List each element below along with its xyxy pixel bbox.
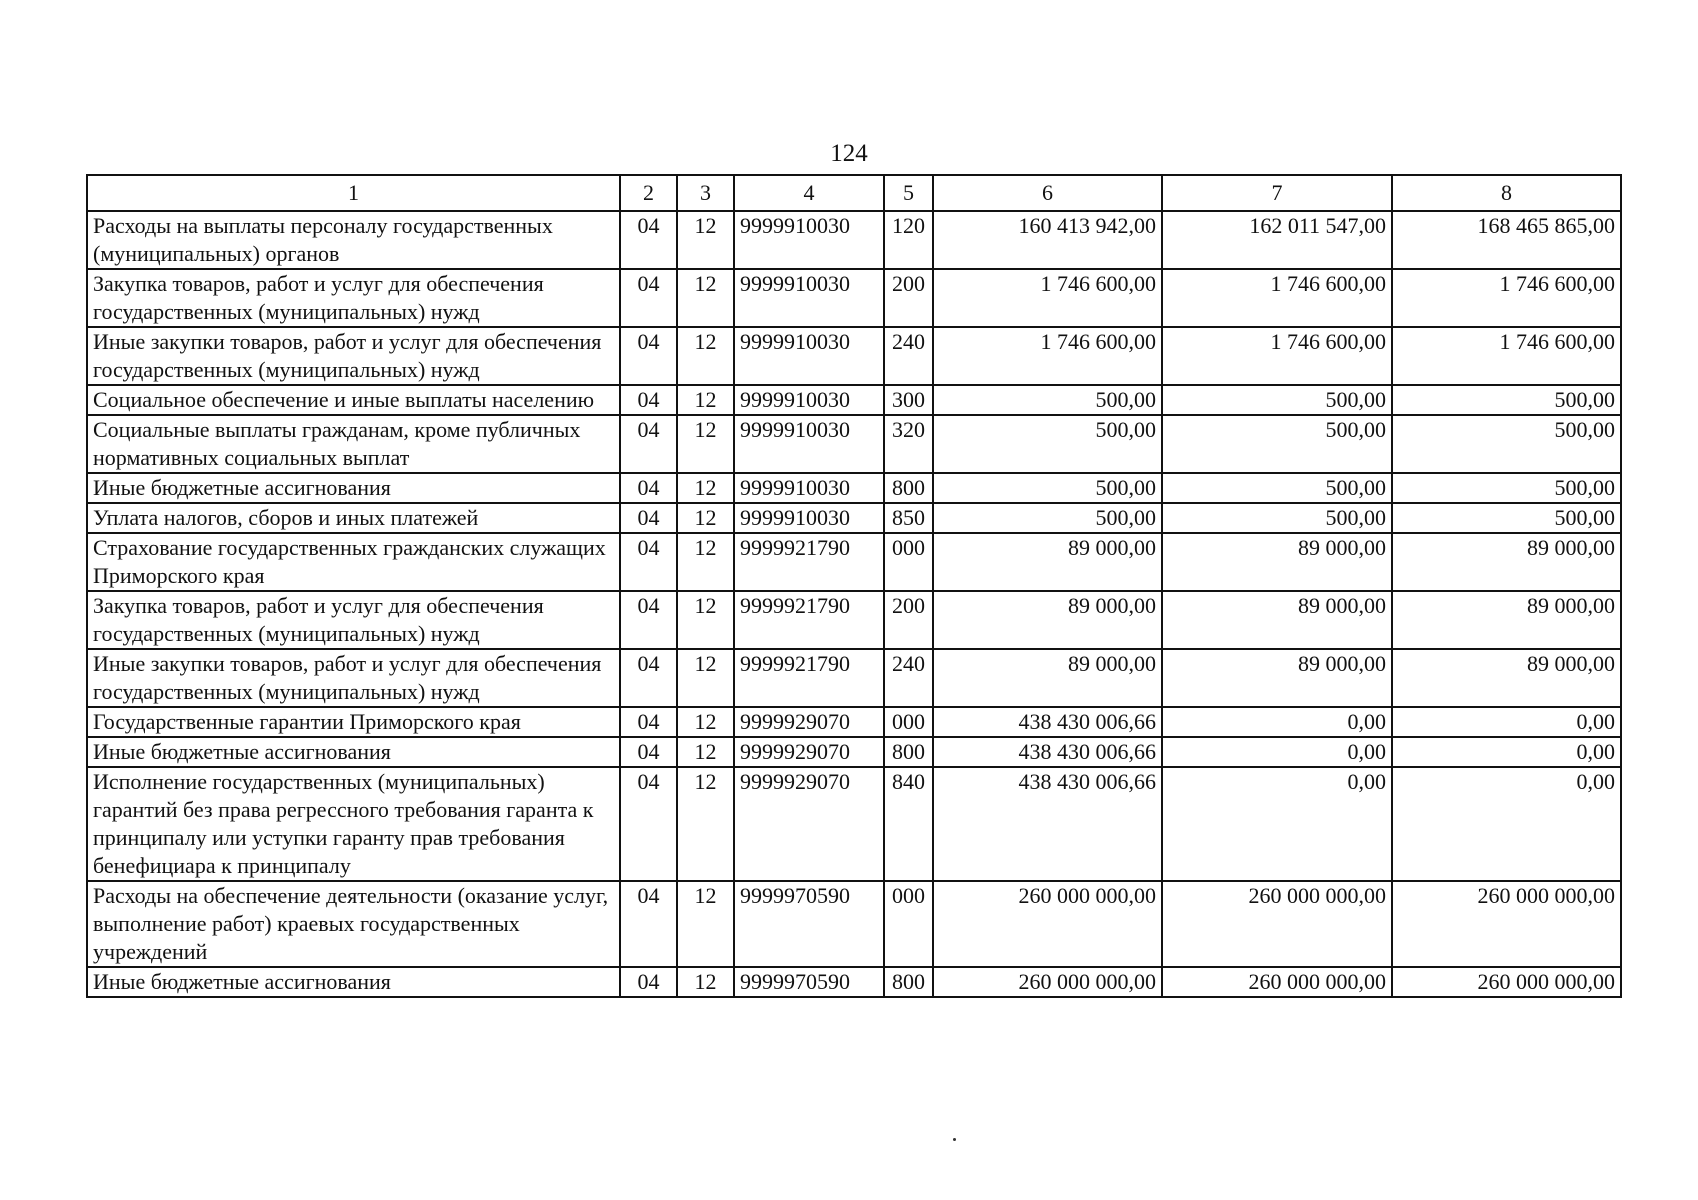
amount-col8-cell: 260 000 000,00 <box>1392 967 1621 997</box>
subsection-code-cell: 12 <box>677 211 734 269</box>
row-name-cell: Иные закупки товаров, работ и услуг для обеспечения государственных (муниципальных) нужд <box>87 327 620 385</box>
target-article-cell: 9999910030 <box>734 327 884 385</box>
row-name-cell: Социальные выплаты гражданам, кроме публичных нормативных социальных выплат <box>87 415 620 473</box>
table-row <box>87 881 1621 967</box>
amount-col7-cell: 500,00 <box>1162 473 1392 503</box>
budget-table-container <box>86 174 1620 998</box>
expense-type-cell: 200 <box>884 591 933 649</box>
amount-col6-cell: 89 000,00 <box>933 649 1162 707</box>
table-row <box>87 211 1621 269</box>
row-name-cell: Исполнение государственных (муниципальных) гарантий без права регрессного требования гаранта к принципалу или уступки гаранту прав требования бенефициара к принципалу <box>87 767 620 881</box>
section-code-cell: 04 <box>620 881 677 967</box>
amount-col6-cell: 500,00 <box>933 415 1162 473</box>
subsection-code-cell: 12 <box>677 473 734 503</box>
amount-col7-cell: 0,00 <box>1162 737 1392 767</box>
amount-col6-cell: 500,00 <box>933 503 1162 533</box>
column-header-2: 2 <box>620 175 677 211</box>
row-name-cell: Государственные гарантии Приморского края <box>87 707 620 737</box>
row-name-cell: Расходы на обеспечение деятельности (оказание услуг, выполнение работ) краевых государственных учреждений <box>87 881 620 967</box>
amount-col7-cell: 0,00 <box>1162 707 1392 737</box>
amount-col6-cell: 89 000,00 <box>933 533 1162 591</box>
amount-col6-cell: 438 430 006,66 <box>933 707 1162 737</box>
subsection-code-cell: 12 <box>677 269 734 327</box>
expense-type-cell: 200 <box>884 269 933 327</box>
amount-col8-cell: 500,00 <box>1392 415 1621 473</box>
section-code-cell: 04 <box>620 503 677 533</box>
amount-col7-cell: 89 000,00 <box>1162 533 1392 591</box>
expense-type-cell: 240 <box>884 327 933 385</box>
target-article-cell: 9999910030 <box>734 415 884 473</box>
column-header-6: 6 <box>933 175 1162 211</box>
expense-type-cell: 800 <box>884 967 933 997</box>
expense-type-cell: 000 <box>884 881 933 967</box>
amount-col7-cell: 1 746 600,00 <box>1162 327 1392 385</box>
section-code-cell: 04 <box>620 211 677 269</box>
section-code-cell: 04 <box>620 385 677 415</box>
amount-col8-cell: 0,00 <box>1392 737 1621 767</box>
table-row <box>87 473 1621 503</box>
page-number-text: 124 <box>830 140 868 167</box>
expense-type-cell: 240 <box>884 649 933 707</box>
row-name-cell: Расходы на выплаты персоналу государственных (муниципальных) органов <box>87 211 620 269</box>
column-header-3: 3 <box>677 175 734 211</box>
expense-type-cell: 800 <box>884 737 933 767</box>
table-row <box>87 327 1621 385</box>
column-header-1: 1 <box>87 175 620 211</box>
row-name-cell: Иные бюджетные ассигнования <box>87 737 620 767</box>
subsection-code-cell: 12 <box>677 533 734 591</box>
table-row <box>87 533 1621 591</box>
row-name-cell: Страхование государственных гражданских служащих Приморского края <box>87 533 620 591</box>
budget-table <box>86 174 1622 998</box>
table-row <box>87 503 1621 533</box>
amount-col8-cell: 89 000,00 <box>1392 591 1621 649</box>
amount-col6-cell: 500,00 <box>933 385 1162 415</box>
subsection-code-cell: 12 <box>677 767 734 881</box>
page-number <box>0 140 1698 168</box>
target-article-cell: 9999970590 <box>734 881 884 967</box>
amount-col7-cell: 500,00 <box>1162 385 1392 415</box>
expense-type-cell: 120 <box>884 211 933 269</box>
row-name-cell: Иные закупки товаров, работ и услуг для обеспечения государственных (муниципальных) нужд <box>87 649 620 707</box>
scan-speck <box>953 1138 956 1141</box>
subsection-code-cell: 12 <box>677 881 734 967</box>
target-article-cell: 9999910030 <box>734 211 884 269</box>
target-article-cell: 9999929070 <box>734 767 884 881</box>
target-article-cell: 9999921790 <box>734 533 884 591</box>
table-row <box>87 385 1621 415</box>
target-article-cell: 9999970590 <box>734 967 884 997</box>
row-name-cell: Закупка товаров, работ и услуг для обеспечения государственных (муниципальных) нужд <box>87 591 620 649</box>
subsection-code-cell: 12 <box>677 591 734 649</box>
expense-type-cell: 850 <box>884 503 933 533</box>
subsection-code-cell: 12 <box>677 385 734 415</box>
expense-type-cell: 840 <box>884 767 933 881</box>
table-row <box>87 707 1621 737</box>
row-name-cell: Закупка товаров, работ и услуг для обеспечения государственных (муниципальных) нужд <box>87 269 620 327</box>
amount-col7-cell: 0,00 <box>1162 767 1392 881</box>
amount-col6-cell: 438 430 006,66 <box>933 767 1162 881</box>
amount-col7-cell: 89 000,00 <box>1162 591 1392 649</box>
amount-col8-cell: 1 746 600,00 <box>1392 269 1621 327</box>
subsection-code-cell: 12 <box>677 737 734 767</box>
section-code-cell: 04 <box>620 327 677 385</box>
target-article-cell: 9999929070 <box>734 737 884 767</box>
amount-col7-cell: 260 000 000,00 <box>1162 881 1392 967</box>
table-row <box>87 269 1621 327</box>
target-article-cell: 9999910030 <box>734 269 884 327</box>
amount-col7-cell: 500,00 <box>1162 503 1392 533</box>
amount-col7-cell: 1 746 600,00 <box>1162 269 1392 327</box>
target-article-cell: 9999910030 <box>734 385 884 415</box>
row-name-cell: Иные бюджетные ассигнования <box>87 473 620 503</box>
subsection-code-cell: 12 <box>677 503 734 533</box>
amount-col6-cell: 438 430 006,66 <box>933 737 1162 767</box>
amount-col8-cell: 500,00 <box>1392 503 1621 533</box>
amount-col7-cell: 89 000,00 <box>1162 649 1392 707</box>
amount-col8-cell: 89 000,00 <box>1392 649 1621 707</box>
target-article-cell: 9999910030 <box>734 503 884 533</box>
table-row <box>87 649 1621 707</box>
subsection-code-cell: 12 <box>677 327 734 385</box>
column-header-7: 7 <box>1162 175 1392 211</box>
amount-col6-cell: 89 000,00 <box>933 591 1162 649</box>
amount-col7-cell: 500,00 <box>1162 415 1392 473</box>
header-row <box>87 175 1621 211</box>
section-code-cell: 04 <box>620 473 677 503</box>
amount-col8-cell: 1 746 600,00 <box>1392 327 1621 385</box>
subsection-code-cell: 12 <box>677 649 734 707</box>
subsection-code-cell: 12 <box>677 415 734 473</box>
amount-col8-cell: 500,00 <box>1392 385 1621 415</box>
amount-col6-cell: 160 413 942,00 <box>933 211 1162 269</box>
expense-type-cell: 000 <box>884 533 933 591</box>
table-row <box>87 967 1621 997</box>
section-code-cell: 04 <box>620 533 677 591</box>
expense-type-cell: 300 <box>884 385 933 415</box>
section-code-cell: 04 <box>620 967 677 997</box>
amount-col7-cell: 260 000 000,00 <box>1162 967 1392 997</box>
table-body <box>87 211 1621 997</box>
row-name-cell: Социальное обеспечение и иные выплаты населению <box>87 385 620 415</box>
table-row <box>87 415 1621 473</box>
amount-col6-cell: 260 000 000,00 <box>933 967 1162 997</box>
expense-type-cell: 000 <box>884 707 933 737</box>
target-article-cell: 9999921790 <box>734 649 884 707</box>
subsection-code-cell: 12 <box>677 967 734 997</box>
target-article-cell: 9999929070 <box>734 707 884 737</box>
table-row <box>87 591 1621 649</box>
expense-type-cell: 320 <box>884 415 933 473</box>
section-code-cell: 04 <box>620 649 677 707</box>
section-code-cell: 04 <box>620 737 677 767</box>
amount-col8-cell: 168 465 865,00 <box>1392 211 1621 269</box>
target-article-cell: 9999921790 <box>734 591 884 649</box>
row-name-cell: Уплата налогов, сборов и иных платежей <box>87 503 620 533</box>
section-code-cell: 04 <box>620 767 677 881</box>
table-row <box>87 767 1621 881</box>
amount-col8-cell: 0,00 <box>1392 767 1621 881</box>
section-code-cell: 04 <box>620 707 677 737</box>
section-code-cell: 04 <box>620 269 677 327</box>
table-row <box>87 737 1621 767</box>
row-name-cell: Иные бюджетные ассигнования <box>87 967 620 997</box>
amount-col8-cell: 0,00 <box>1392 707 1621 737</box>
section-code-cell: 04 <box>620 591 677 649</box>
amount-col6-cell: 1 746 600,00 <box>933 327 1162 385</box>
amount-col6-cell: 500,00 <box>933 473 1162 503</box>
expense-type-cell: 800 <box>884 473 933 503</box>
amount-col8-cell: 260 000 000,00 <box>1392 881 1621 967</box>
column-header-8: 8 <box>1392 175 1621 211</box>
target-article-cell: 9999910030 <box>734 473 884 503</box>
amount-col8-cell: 89 000,00 <box>1392 533 1621 591</box>
amount-col8-cell: 500,00 <box>1392 473 1621 503</box>
amount-col6-cell: 260 000 000,00 <box>933 881 1162 967</box>
column-header-5: 5 <box>884 175 933 211</box>
subsection-code-cell: 12 <box>677 707 734 737</box>
section-code-cell: 04 <box>620 415 677 473</box>
column-header-4: 4 <box>734 175 884 211</box>
amount-col7-cell: 162 011 547,00 <box>1162 211 1392 269</box>
amount-col6-cell: 1 746 600,00 <box>933 269 1162 327</box>
